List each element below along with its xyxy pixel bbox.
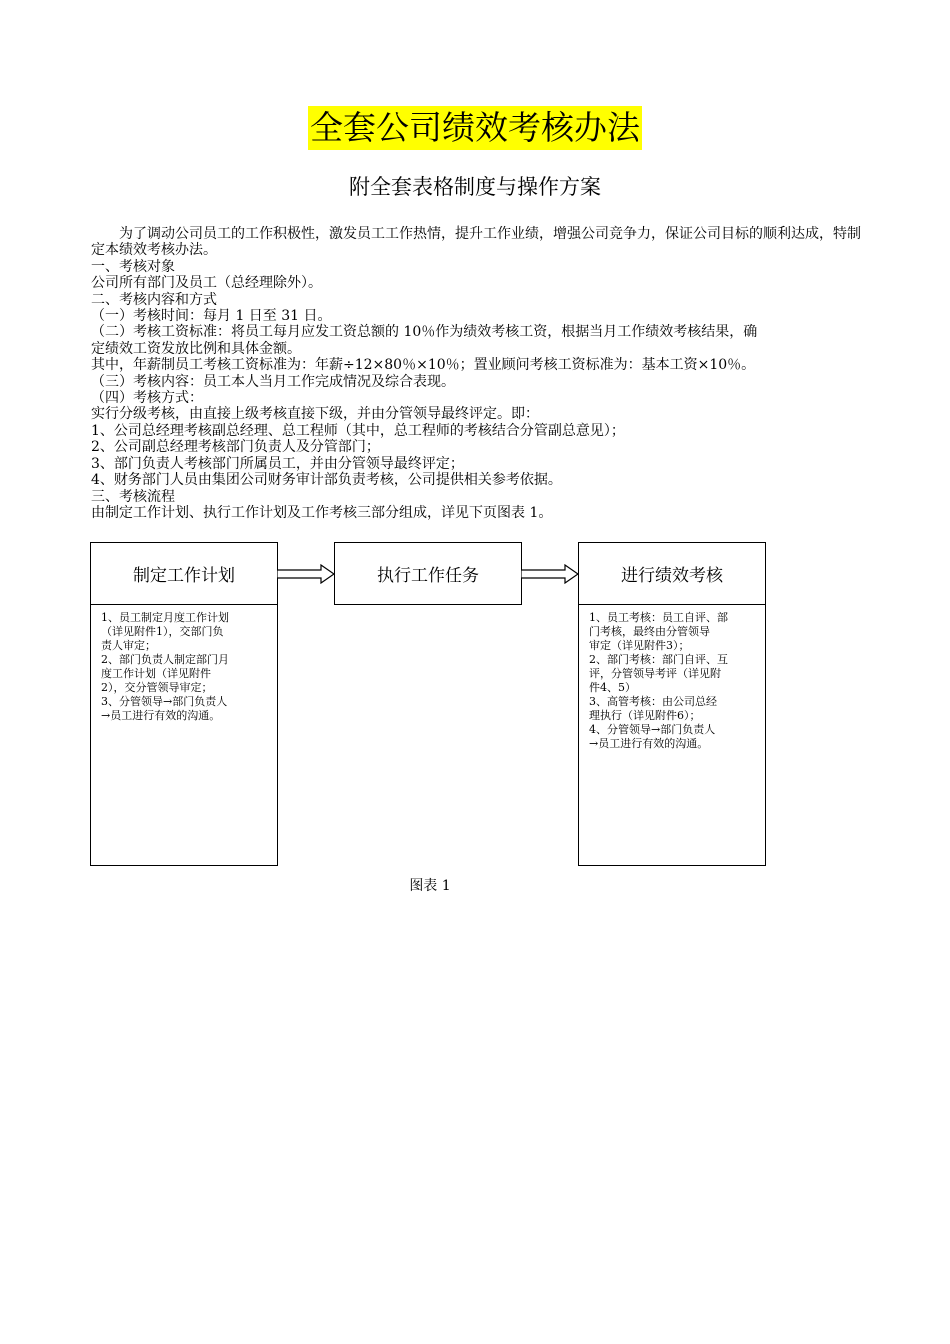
detail-line: 3、分管领导→部门负责人 [101, 695, 228, 708]
body-line: （四）考核方式： [91, 390, 203, 407]
detail-line: 2、部门考核：部门自评、互 [589, 653, 728, 666]
body-line: 2、公司副总经理考核部门负责人及分管部门； [91, 439, 380, 456]
body-line: 定绩效工资发放比例和具体金额。 [91, 340, 301, 357]
detail-line: 2、部门负责人制定部门月 [101, 653, 229, 666]
detail-line: →员工进行有效的沟通。 [589, 737, 709, 750]
detail-line: 1、员工考核：员工自评、部 [589, 611, 728, 624]
body-line: （二）考核工资标准：将员工每月应发工资总额的 10％作为绩效考核工资，根据当月工作绩效考核结果，确 [91, 324, 758, 341]
detail-line: 度工作计划（详见附件 [101, 667, 211, 680]
detail-line: 门考核，最终由分管领导 [589, 625, 710, 638]
flow-step-evaluate-details [578, 604, 766, 866]
body-line: （三）考核内容：员工本人当月工作完成情况及综合表现。 [91, 373, 455, 390]
body-line: 一、考核对象 [91, 258, 175, 275]
body-line: 1、公司总经理考核副总经理、总工程师（其中，总工程师的考核结合分管副总意见）； [91, 422, 625, 439]
intro-paragraph: 为了调动公司员工的工作积极性，激发员工工作热情，提升工作业绩，增强公司竞争力，保证公司目标的顺利达成，特制定本绩效考核办法。 [91, 226, 861, 259]
document-title-text: 全套公司绩效考核办法 [308, 106, 642, 150]
body-line: 公司所有部门及员工（总经理除外）。 [91, 275, 322, 292]
body-line: 实行分级考核，由直接上级考核直接下级，并由分管领导最终评定。即： [91, 406, 539, 423]
flow-step-evaluate [578, 542, 766, 605]
body-line: 4、财务部门人员由集团公司财务审计部负责考核，公司提供相关参考依据。 [91, 472, 562, 489]
detail-line: 2），交分管领导审定； [101, 681, 213, 694]
detail-line: 责人审定； [101, 639, 156, 652]
detail-line: 4、分管领导→部门负责人 [589, 723, 716, 736]
flow-step-plan [90, 542, 278, 605]
detail-line: 1、员工制定月度工作计划 [101, 611, 229, 624]
detail-line: →员工进行有效的沟通。 [101, 709, 221, 722]
detail-line: 审定（详见附件3）； [589, 639, 690, 652]
flow-step-plan-title: 制定工作计划 [133, 566, 235, 586]
detail-line: 3、高管考核：由公司总经 [589, 695, 717, 708]
figure-caption: 图表 1 [409, 878, 451, 894]
detail-line: 件4、5） [589, 681, 636, 694]
flow-step-execute [334, 542, 522, 605]
flow-step-plan-details [90, 604, 278, 866]
body-line: 由制定工作计划、执行工作计划及工作考核三部分组成，详见下页图表 1。 [91, 504, 553, 521]
body-line: 二、考核内容和方式 [91, 291, 217, 308]
document-title [0, 106, 950, 150]
flow-step-evaluate-title: 进行绩效考核 [621, 566, 723, 586]
flow-step-execute-title: 执行工作任务 [377, 566, 479, 586]
body-line: 3、部门负责人考核部门所属员工，并由分管领导最终评定； [91, 455, 464, 472]
flow-arrow-1 [277, 564, 335, 584]
body-line: 三、考核流程 [91, 488, 175, 505]
body-line: （一）考核时间：每月 1 日至 31 日。 [91, 308, 332, 325]
body-line: 其中，年薪制员工考核工资标准为：年薪÷12×80％×10％；置业顾问考核工资标准为：基本工资×10％。 [91, 357, 756, 374]
detail-line: 评，分管领导考评（详见附 [589, 667, 721, 680]
detail-line: （详见附件1），交部门负 [101, 625, 224, 638]
flow-arrow-2 [521, 564, 579, 584]
detail-line: 理执行（详见附件6）； [589, 709, 701, 722]
body-text [91, 226, 861, 521]
document-subtitle: 附全套表格制度与操作方案 [349, 175, 601, 199]
